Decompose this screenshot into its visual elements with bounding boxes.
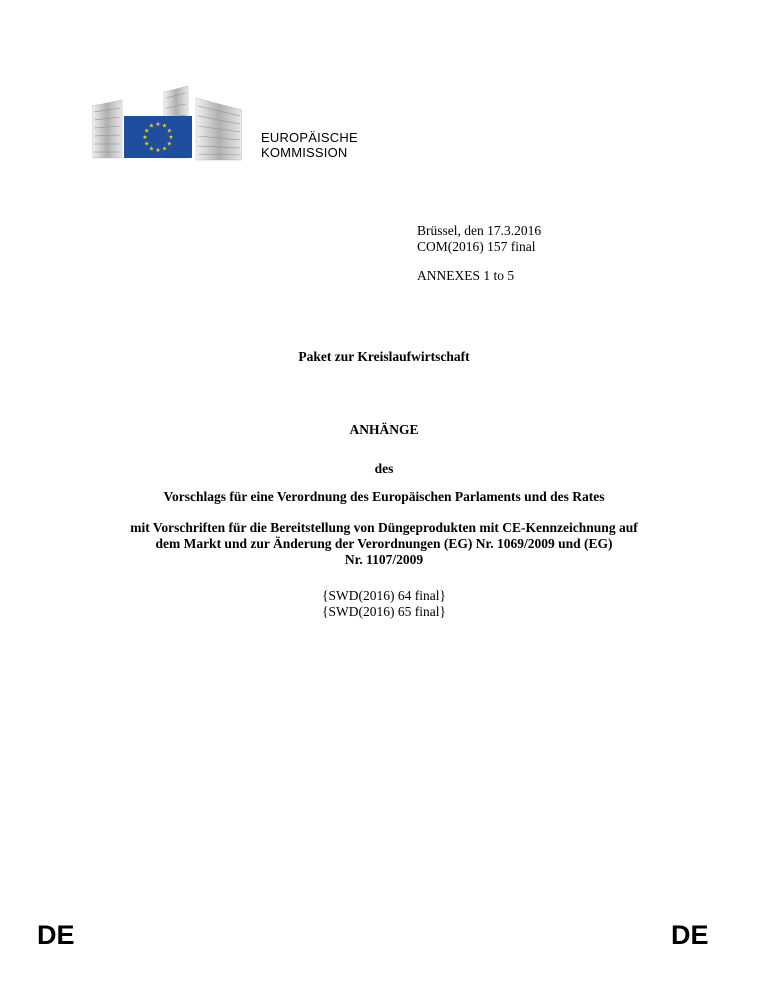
svg-text:★: ★	[142, 134, 148, 141]
reference-1: {SWD(2016) 64 final}	[322, 588, 446, 603]
svg-text:★: ★	[155, 147, 161, 154]
organization-name	[261, 130, 358, 160]
reference-2: {SWD(2016) 65 final}	[322, 604, 446, 619]
org-name-line1: EUROPÄISCHE	[261, 130, 358, 145]
svg-text:★: ★	[148, 145, 155, 153]
svg-text:★: ★	[166, 127, 172, 135]
language-code-right: DE	[671, 920, 709, 950]
org-name-line2: KOMMISSION	[261, 145, 348, 160]
connector-text: des	[374, 461, 394, 476]
svg-text:★: ★	[161, 145, 168, 153]
document-number: COM(2016) 157 final	[417, 239, 536, 254]
language-code-left: DE	[37, 920, 75, 950]
place-date: Brüssel, den 17.3.2016	[417, 223, 542, 238]
document-references	[0, 588, 768, 620]
svg-text:★: ★	[144, 140, 150, 148]
subject-line-3: Nr. 1107/2009	[344, 552, 424, 567]
document-meta	[417, 223, 541, 284]
svg-text:★: ★	[166, 140, 172, 148]
svg-text:★: ★	[168, 134, 174, 141]
subject-line-1: mit Vorschriften für die Bereitstellung von Düngeprodukten mit CE-Kennzeichnung auf	[130, 520, 638, 535]
commission-building-icon	[92, 84, 242, 162]
annex-heading: ANHÄNGE	[349, 422, 419, 437]
package-title: Paket zur Kreislaufwirtschaft	[298, 349, 470, 364]
svg-text:★: ★	[161, 122, 168, 130]
svg-text:★: ★	[148, 122, 155, 130]
annexes-label: ANNEXES 1 to 5	[417, 268, 515, 283]
subject-text	[0, 520, 768, 568]
svg-text:★: ★	[144, 127, 150, 135]
proposal-title: Vorschlags für eine Verordnung des Europäischen Parlaments und des Rates	[163, 489, 605, 504]
svg-text:★: ★	[155, 121, 161, 128]
european-commission-logo	[92, 84, 242, 162]
subject-line-2: dem Markt und zur Änderung der Verordnungen (EG) Nr. 1069/2009 und (EG)	[155, 536, 613, 551]
